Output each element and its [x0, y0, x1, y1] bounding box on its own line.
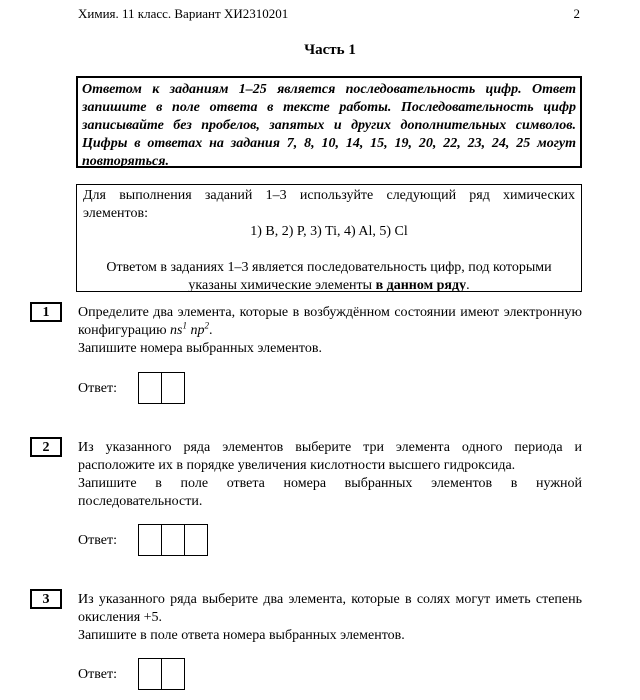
task-3-answer-field[interactable]: [138, 658, 184, 690]
task-number-2: 2: [30, 437, 62, 457]
part-title: Часть 1: [304, 42, 356, 58]
answer-cell[interactable]: [161, 658, 185, 690]
answer-cell[interactable]: [184, 524, 208, 556]
info-intro: Для выполнения заданий 1–3 используйте следующий ряд химических элементов:: [83, 188, 575, 221]
task-1-answer-field[interactable]: [138, 372, 184, 404]
header-title: Химия. 11 класс. Вариант ХИ2310201: [78, 6, 289, 21]
task-number-3: 3: [30, 589, 62, 609]
task-2-line2: Запишите в поле ответа номера выбранных элементов в нужной последовательности.: [78, 476, 582, 509]
page-number: 2: [573, 6, 580, 21]
info-box: [76, 184, 582, 292]
task-number-1: 1: [30, 302, 62, 322]
answer-cell[interactable]: [161, 524, 185, 556]
task-1-text: Определите два элемента, которые в возбуждённом состоянии имеют электронную конфигурацию $ns^1$ $np^2$. Запишите номера выбранных элементов.: [78, 305, 582, 356]
task-2-answer-label: Ответ:: [78, 533, 117, 548]
answer-cell[interactable]: [138, 372, 162, 404]
instruction-box: Ответом к заданиям 1–25 является последовательность цифр. Ответ запишите в поле ответа в тексте работы. Последовательность цифр записывайте без пробелов, запятых и других дополнительных символов. Цифры в ответах на задания 7, 8, 10, 14, 15, 19, 20, 22, 23, 24, 25 могут повторяться.: [76, 76, 582, 168]
element-series: 1) B, 2) P, 3) Ti, 4) Al, 5) Cl: [250, 224, 408, 239]
task-3-text: Из указанного ряда выберите два элемента, которые в солях могут иметь степень окисления +5. Запишите в поле ответа номера выбранных элементов.: [78, 592, 582, 643]
task-2-text: Из указанного ряда элементов выберите три элемента одного периода и расположите их в порядке увеличения кислотности высшего гидроксида. Запишите в поле ответа номера выбранных элементов в нужной последовательности.: [78, 440, 582, 509]
info-note: Ответом в заданиях 1–3 является последовательность цифр, под которыми указаны химические элементы в данном ряду.: [106, 260, 552, 293]
task-3-answer-label: Ответ:: [78, 667, 117, 682]
answer-cell[interactable]: [161, 372, 185, 404]
answer-cell[interactable]: [138, 658, 162, 690]
task-3-line2: Запишите в поле ответа номера выбранных элементов.: [78, 628, 405, 643]
task-1-line2: Запишите номера выбранных элементов.: [78, 341, 322, 356]
answer-cell[interactable]: [138, 524, 162, 556]
task-1-answer-label: Ответ:: [78, 381, 117, 396]
task-2-answer-field[interactable]: [138, 524, 207, 556]
